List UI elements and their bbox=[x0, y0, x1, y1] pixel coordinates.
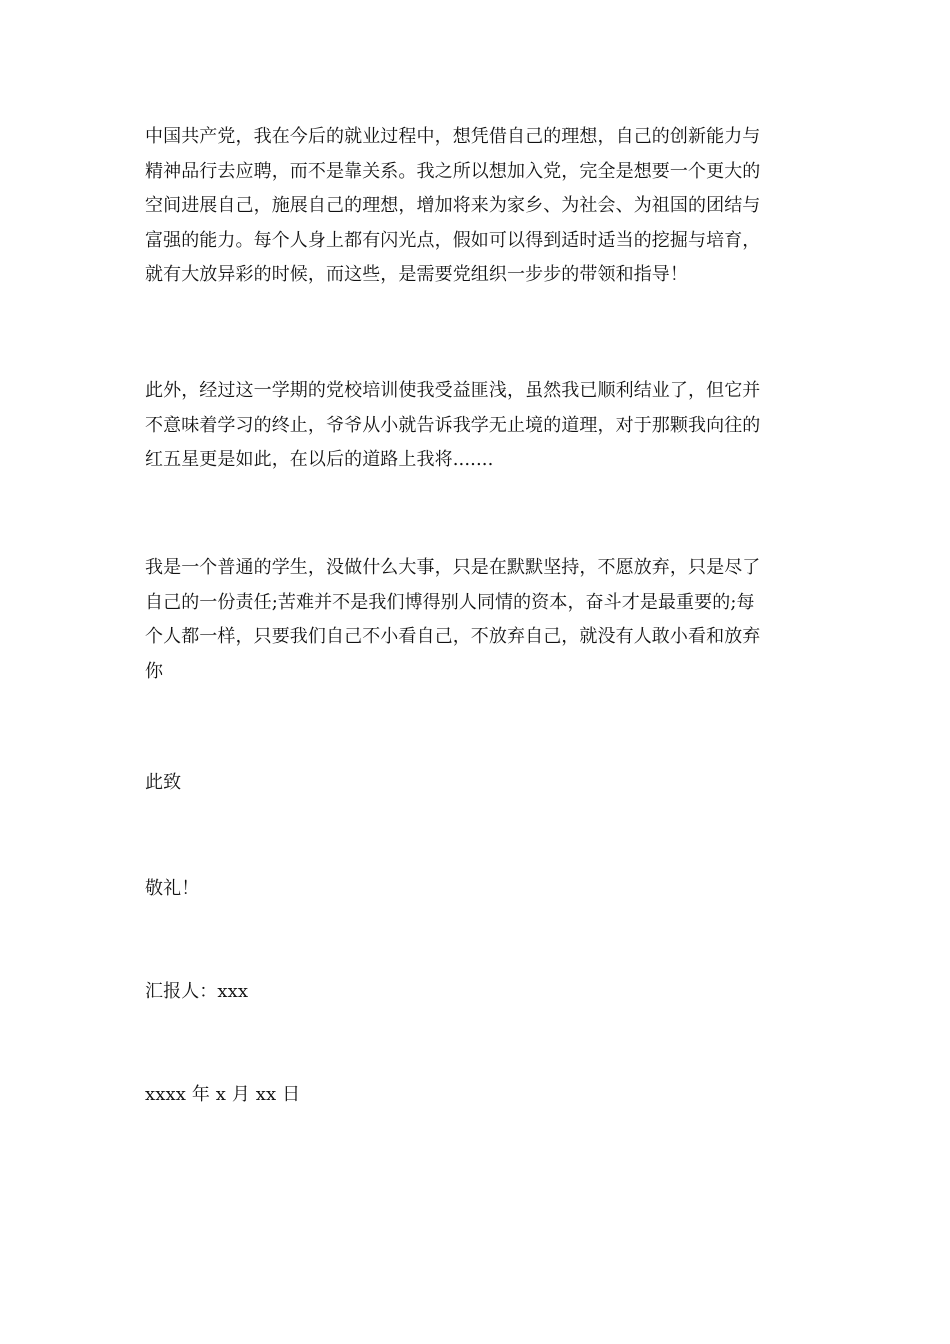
body-paragraph-2 bbox=[145, 374, 807, 478]
salutation-text: 敬礼！ bbox=[145, 878, 200, 899]
text-line: 我是一个普通的学生，没做什么大事，只是在默默坚持，不愿放弃，只是尽了 bbox=[145, 557, 761, 578]
text-line: 此外，经过这一学期的党校培训使我受益匪浅，虽然我已顺利结业了，但它并 bbox=[145, 380, 761, 401]
reporter-text: 汇报人：xxx bbox=[145, 981, 249, 1002]
reporter-line bbox=[145, 975, 807, 1010]
text-line: 就有大放异彩的时候，而这些，是需要党组织一步步的带领和指导！ bbox=[145, 264, 688, 285]
text-line: 自己的一份责任;苦难并不是我们博得别人同情的资本，奋斗才是最重要的;每 bbox=[145, 591, 755, 613]
text-line: 个人都一样，只要我们自己不小看自己，不放弃自己，就没有人敢小看和放弃 bbox=[145, 626, 761, 647]
closing-line bbox=[145, 766, 807, 801]
body-paragraph-3 bbox=[145, 551, 807, 689]
body-paragraph-1 bbox=[145, 120, 807, 293]
text-line: 空间进展自己，施展自己的理想，增加将来为家乡、为社会、为祖国的团结与 bbox=[145, 195, 761, 216]
date-text: xxxx 年 x 月 xx 日 bbox=[145, 1084, 301, 1105]
text-line: 你 bbox=[145, 660, 164, 682]
text-line: 精神品行去应聘，而不是靠关系。我之所以想加入党，完全是想要一个更大的 bbox=[145, 160, 761, 182]
text-line: 中国共产党，我在今后的就业过程中，想凭借自己的理想，自己的创新能力与 bbox=[145, 126, 761, 147]
closing-text: 此致 bbox=[145, 772, 182, 793]
text-line: 红五星更是如此，在以后的道路上我将....... bbox=[145, 449, 494, 470]
salutation-line bbox=[145, 872, 807, 907]
text-line: 不意味着学习的终止，爷爷从小就告诉我学无止境的道理，对于那颗我向往的 bbox=[145, 414, 761, 436]
date-line bbox=[145, 1078, 807, 1113]
text-line: 富强的能力。每个人身上都有闪光点，假如可以得到适时适当的挖掘与培育， bbox=[145, 229, 761, 251]
